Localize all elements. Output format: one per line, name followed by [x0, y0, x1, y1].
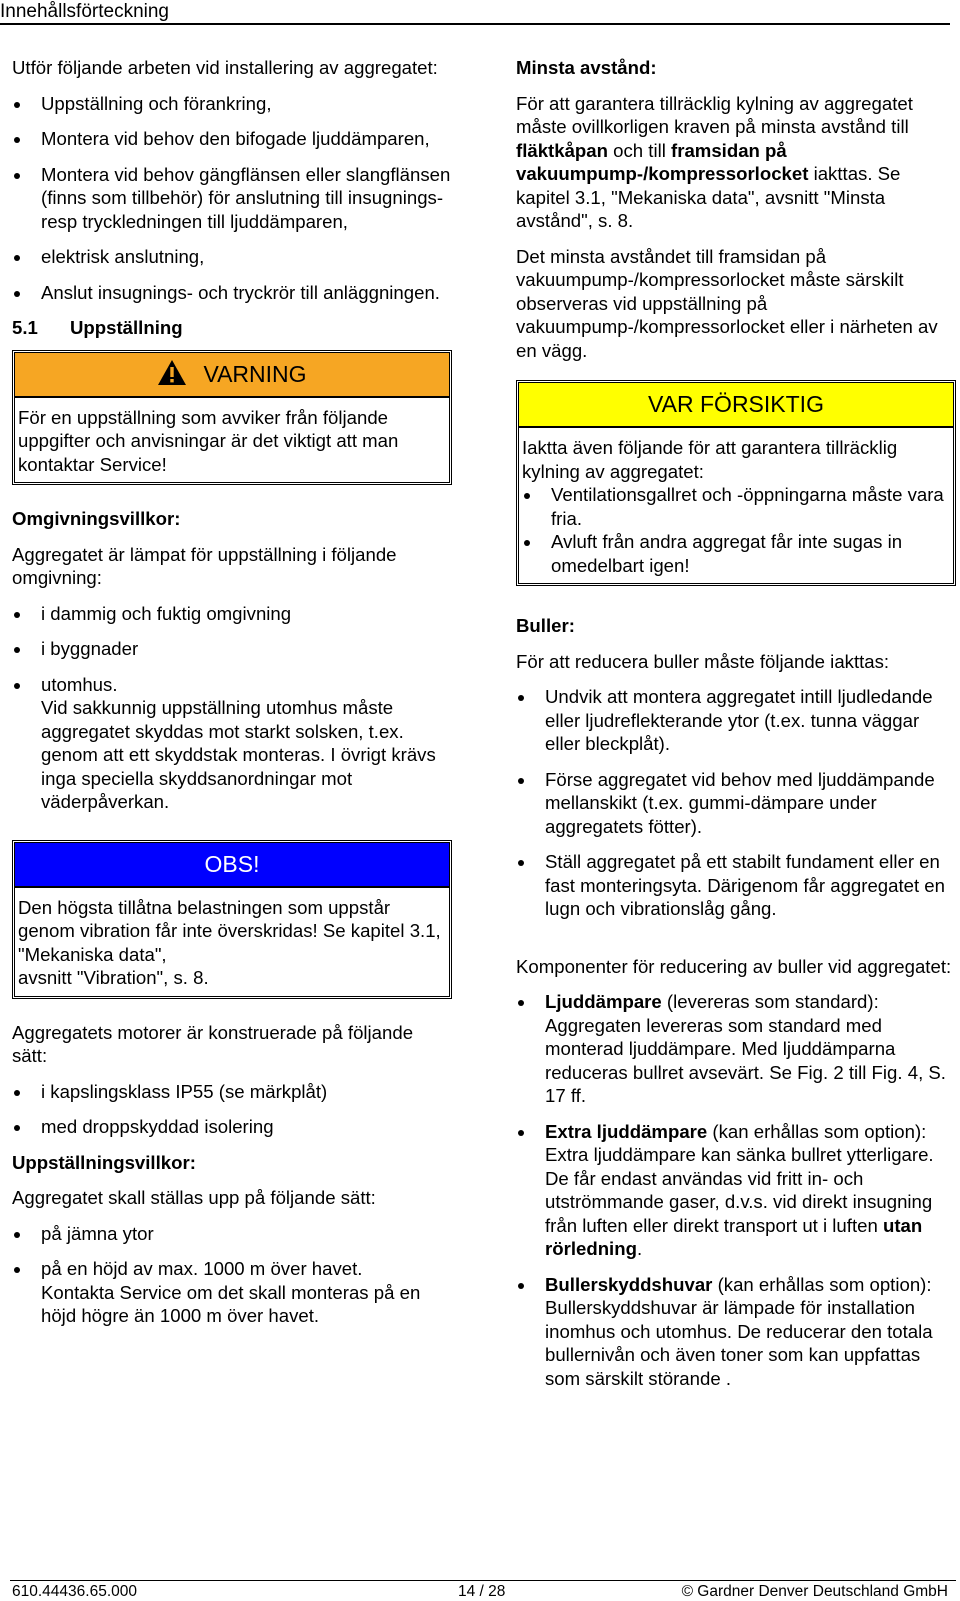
- list-item: med droppskyddad isolering: [12, 1115, 452, 1139]
- list-item: i kapslingsklass IP55 (se märkplåt): [12, 1080, 452, 1104]
- text-run: För att garantera tillräcklig kylning av aggregatet måste ovillkorligen kraven på minsta avstånd till: [516, 92, 913, 137]
- header-rule: [0, 23, 950, 25]
- warning-text: För en uppställning som avviker från följande uppgifter och anvisningar är det viktigt att man kontaktar Service!: [18, 406, 399, 475]
- minsta-paragraph-2: Det minsta avståndet till framsidan på vakuumpump-/kompressorlocket måste särskilt observeras vid uppställning på vakuumpump-/kompressorlocket eller i närheten av en vägg.: [516, 245, 938, 361]
- buller-heading: Buller:: [516, 615, 575, 636]
- company-name: © Gardner Denver Deutschland GmbH: [681, 1583, 948, 1600]
- item-term: Bullerskyddshuvar: [545, 1273, 713, 1295]
- item-text: .: [636, 1238, 643, 1259]
- list-item: elektrisk anslutning,: [12, 245, 452, 269]
- omgivning-text: Aggregatet är lämpat för uppställning i följande omgivning:: [12, 543, 397, 588]
- text-run: och till: [607, 139, 672, 161]
- right-column: [516, 56, 956, 1402]
- section-number: 5.1: [12, 317, 38, 338]
- list-item: Ställ aggregatet på ett stabilt fundament eller en fast monteringsyta. Därigenom får aggregatet en lugn och vibrationslåg gång.: [516, 850, 956, 921]
- list-item: Undvik att montera aggregatet intill ljudledande eller ljudreflekterande ytor (t.ex. tunna väggar eller bleckplåt).: [516, 685, 956, 756]
- omgivning-heading: Omgivningsvillkor:: [12, 508, 181, 529]
- doc-number: 610.44436.65.000: [12, 1583, 137, 1600]
- list-item: på jämna ytor: [12, 1222, 452, 1246]
- section-heading: [12, 316, 452, 340]
- text-run: iakttas. Se kapitel 3.1, "Mekaniska data", avsnitt "Minsta avstånd", s. 8.: [516, 163, 901, 231]
- intro-text: Utför följande arbeten vid installering av aggregatet:: [12, 57, 438, 78]
- minsta-paragraph-1: [516, 92, 956, 233]
- list-item: [516, 1273, 956, 1391]
- list-item: i dammig och fuktig omgivning: [12, 602, 452, 626]
- list-item: i byggnader: [12, 637, 452, 661]
- item-text: (kan erhållas som option): Extra ljuddämpare kan sänka bullret ytterligare. De får endast användas vid fritt in- och utströmmande gaser, d.v.s. vid direkt insugning från luften eller direkt transport ut i luften: [545, 1120, 934, 1236]
- caution-list: [522, 483, 951, 577]
- obs-box: [12, 840, 452, 999]
- warning-title: VARNING: [203, 360, 307, 387]
- item-text: (levereras som standard): Aggregaten levereras som standard med monterad ljuddämpare. Med ljuddämparna reduceras bullret avsevärt. Se Fig. 2 till Fig. 4, S. 17 ff.: [545, 991, 946, 1106]
- motor-text: Aggregatets motorer är konstruerade på följande sätt:: [12, 1021, 414, 1066]
- list-item: Montera vid behov den bifogade ljuddämparen,: [12, 127, 452, 151]
- list-item: utomhus. Vid sakkunnig uppställning utomhus måste aggregatet skyddas mot starkt solsken, t.ex. genom att ett skyddstak monteras. I övrigt krävs inga speciella skyddsanordningar mot väderpåverkan.: [12, 673, 452, 814]
- list-item: [516, 990, 956, 1108]
- caution-text: Iaktta även följande för att garantera tillräcklig kylning av aggregatet:: [522, 437, 898, 482]
- list-item: Anslut insugnings- och tryckrör till anläggningen.: [12, 281, 452, 305]
- caution-box: [516, 380, 956, 586]
- item-term: Extra ljuddämpare: [545, 1120, 708, 1142]
- omgivning-list: [12, 602, 452, 814]
- list-item: Montera vid behov gängflänsen eller slangflänsen (finns som tillbehör) för anslutning till insugnings- resp tryckledningen till ljuddämparen,: [12, 163, 452, 234]
- list-item: [516, 1120, 956, 1261]
- warning-triangle-icon: [157, 359, 187, 386]
- warning-title-bar: [15, 353, 449, 398]
- minsta-heading: Minsta avstånd:: [516, 57, 657, 78]
- intro-list: [12, 92, 452, 305]
- uppst-heading: Uppställningsvillkor:: [12, 1151, 196, 1173]
- list-item: på en höjd av max. 1000 m över havet. Kontakta Service om det skall monteras på en höjd högre än 1000 m över havet.: [12, 1257, 452, 1328]
- page-footer: [12, 1583, 948, 1601]
- left-column: [12, 56, 452, 1340]
- buller-list: [516, 685, 956, 921]
- list-item: Uppställning och förankring,: [12, 92, 452, 116]
- obs-title: OBS!: [15, 843, 449, 888]
- item-text: (kan erhållas som option): Bullerskyddshuvar är lämpade för installation inomhus och utomhus. De reducerar den totala bullernivån och även toner som kan uppfattas som särskilt störande .: [545, 1273, 933, 1389]
- warning-box: [12, 350, 452, 486]
- caution-body: [519, 428, 953, 583]
- footer-rule: [10, 1580, 956, 1581]
- item-term: Ljuddämpare: [545, 991, 662, 1012]
- caution-title: VAR FÖRSIKTIG: [519, 383, 953, 428]
- uppst-list: [12, 1222, 452, 1328]
- section-title: Uppställning: [70, 317, 183, 338]
- item-term: utan rörledning: [545, 1214, 923, 1259]
- text-run-bold: framsidan på vakuumpump-/kompressorlocket: [516, 139, 809, 184]
- motor-list: [12, 1080, 452, 1139]
- uppst-text: Aggregatet skall ställas upp på följande sätt:: [12, 1187, 376, 1208]
- header-title: Innehållsförteckning: [0, 1, 169, 22]
- page-number: 14 / 28: [458, 1583, 506, 1600]
- obs-text: Den högsta tillåtna belastningen som uppstår genom vibration får inte överskridas! Se kapitel 3.1, "Mekaniska data", avsnitt "Vibration", s. 8.: [18, 896, 441, 988]
- komp-list: [516, 990, 956, 1390]
- komp-text: Komponenter för reducering av buller vid aggregatet:: [516, 955, 952, 977]
- list-item: Avluft från andra aggregat får inte sugas in omedelbart igen!: [522, 530, 951, 577]
- buller-text: För att reducera buller måste följande iakttas:: [516, 650, 890, 672]
- text-run-bold: fläktkåpan: [516, 139, 608, 161]
- list-item: Förse aggregatet vid behov med ljuddämpande mellanskikt (t.ex. gummi-dämpare under aggregatets fötter).: [516, 768, 956, 839]
- list-item: Ventilationsgallret och -öppningarna måste vara fria.: [522, 483, 951, 530]
